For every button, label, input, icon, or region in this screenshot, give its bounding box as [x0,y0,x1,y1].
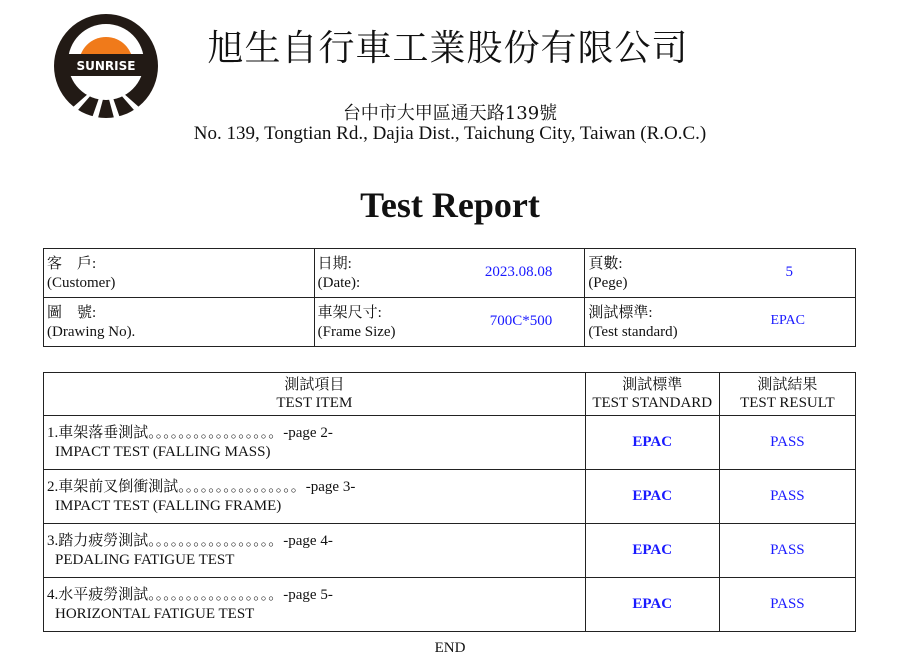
test-standard-value: EPAC [770,313,805,328]
table-row [44,470,856,524]
test-item-cell: 3.踏力疲勞測試。。。。。。。。。。。。。。。。。-page 4- PEDALING FATIGUE TEST [44,524,586,578]
test-standard-value: EPAC [585,470,719,524]
address-chinese: 台中市大甲區通天路139號 [342,103,558,124]
customer-cell: 客 戶: (Customer) [44,249,315,298]
end-marker: END [434,640,466,656]
test-standard-value: EPAC [585,416,719,470]
test-item-cell: 4.水平疲勞測試。。。。。。。。。。。。。。。。。-page 5- HORIZONTAL FATIGUE TEST [44,578,586,632]
date-value: 2023.08.08 [484,264,553,280]
company-name: 旭生自行車工業股份有限公司 [207,28,689,69]
test-result-value: PASS [719,416,855,470]
drawing-no-cell: 圖 號: (Drawing No). [44,298,315,347]
frame-size-cell: 車架尺寸: (Frame Size) 700C*500 [314,298,585,347]
address-english: No. 139, Tongtian Rd., Dajia Dist., Taichung City, Taiwan (R.O.C.) [193,123,707,144]
date-cell: 日期: (Date): 2023.08.08 [314,249,585,298]
svg-text:SUNRISE: SUNRISE [76,59,136,73]
header-test-result: 測試結果 TEST RESULT [719,373,855,416]
test-result-value: PASS [719,470,855,524]
test-result-value: PASS [719,524,855,578]
test-item-cell: 2.車架前叉倒衝測試。。。。。。。。。。。。。。。。-page 3- IMPACT TEST (FALLING FRAME) [44,470,586,524]
test-result-value: PASS [719,578,855,632]
test-standard-cell: 測試標準: (Test standard) EPAC [585,298,856,347]
header-test-item: 測試項目 TEST ITEM [44,373,586,416]
table-row [44,578,856,632]
page-count-cell: 頁數: (Pege) 5 [585,249,856,298]
frame-size-value: 700C*500 [489,313,553,329]
table-row [44,524,856,578]
table-row [44,416,856,470]
test-item-cell: 1.車架落垂測試。。。。。。。。。。。。。。。。。-page 2- IMPACT TEST (FALLING MASS) [44,416,586,470]
info-table [43,248,856,347]
test-standard-value: EPAC [585,524,719,578]
test-items-table [43,372,856,632]
test-standard-value: EPAC [585,578,719,632]
page-count-value: 5 [785,264,793,280]
header-test-standard: 測試標準 TEST STANDARD [585,373,719,416]
report-title: Test Report [360,185,540,225]
